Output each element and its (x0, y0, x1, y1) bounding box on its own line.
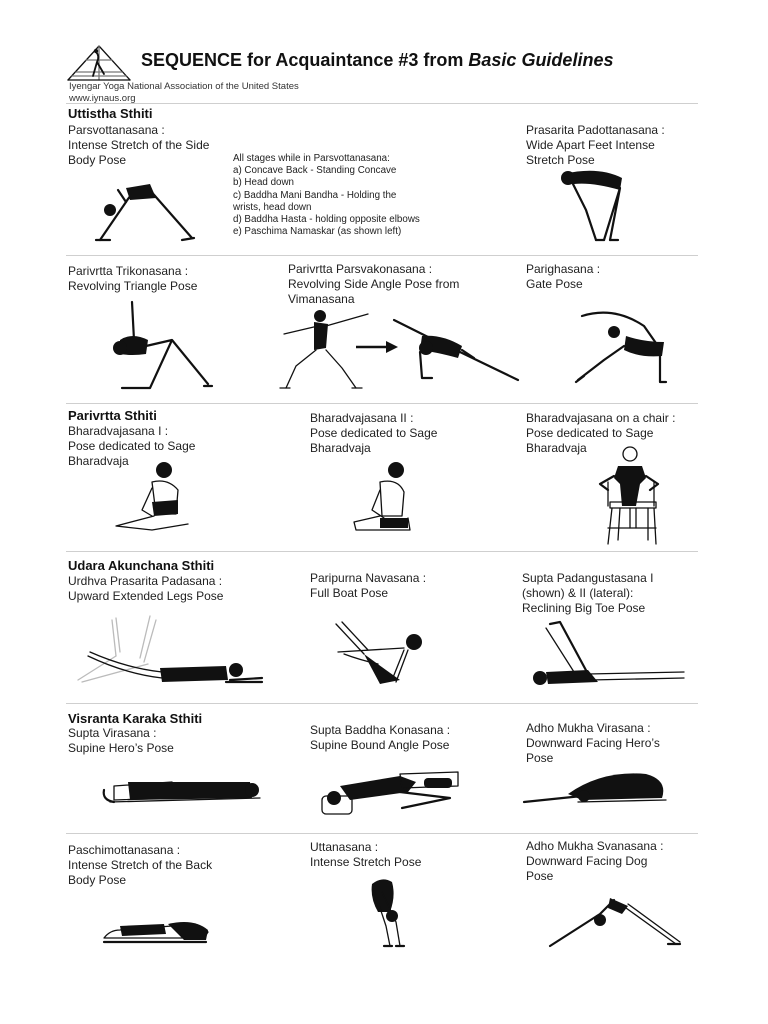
divider (66, 103, 698, 104)
parsvottanasana-stage-notes: All stages while in Parsvottanasana: a) Concave Back - Standing Concave b) Head down c) Baddha Mani Bandha - Holding the wrists, head down d) Baddha Hasta - holding opposite elbows e) Paschima Namaskar (as shown left) (233, 153, 420, 238)
pose-label-bharadvajasana-1: Bharadvajasana I : Pose dedicated to Sage Bharadvaja (68, 424, 196, 468)
parivrtta-trikonasana-figure (112, 300, 214, 397)
divider (66, 255, 698, 256)
pose-label-bharadvajasana-2: Bharadvajasana II : Pose dedicated to Sage Bharadvaja (310, 411, 438, 455)
page-title: SEQUENCE for Acquaintance #3 from Basic Guidelines (141, 50, 614, 70)
paschimottanasana-figure (102, 916, 210, 951)
bharadvajasana-1-figure (112, 460, 192, 539)
supta-baddha-konasana-figure (320, 768, 462, 823)
parivrtta-parsvakonasana-figure (392, 316, 522, 391)
urdhva-prasarita-padasana-figure (76, 612, 266, 693)
pose-label-parighasana: Parighasana : Gate Pose (526, 262, 601, 291)
pose-label-supta-virasana: Supta Virasana : Supine Hero’s Pose (68, 726, 174, 755)
pose-label-parivrtta-trikonasana: Parivrtta Trikonasana : Revolving Triangle Pose (68, 264, 198, 293)
organization-name: Iyengar Yoga National Association of the United States (69, 81, 299, 92)
pose-label-uttanasana: Uttanasana : Intense Stretch Pose (310, 840, 422, 869)
pose-label-paschimottanasana: Paschimottanasana : Intense Stretch of the Back Body Pose (68, 843, 213, 887)
divider (66, 403, 698, 404)
supta-virasana-figure (100, 776, 262, 813)
section-heading-visranta: Visranta Karaka Sthiti (68, 711, 203, 726)
supta-padangustasana-figure (528, 618, 688, 695)
uttanasana-figure (362, 876, 412, 955)
divider (66, 833, 698, 834)
divider (66, 551, 698, 552)
pose-label-parsvottanasana: Parsvottanasana : Intense Stretch of the Side Body Pose (68, 123, 210, 167)
organization-url: www.iynaus.org (69, 93, 136, 104)
pose-label-bharadvajasana-chair: Bharadvajasana on a chair : Pose dedicated to Sage Bharadvaja (526, 411, 676, 455)
section-heading-uttistha: Uttistha Sthiti (68, 106, 153, 121)
prasarita-padottanasana-figure (552, 170, 632, 249)
bharadvajasana-2-figure (350, 460, 414, 539)
pose-label-adho-mukha-virasana: Adho Mukha Virasana : Downward Facing Hero’s Pose (526, 721, 660, 765)
parighasana-figure (574, 306, 668, 393)
pose-label-parivrtta-parsvakonasana: Parivrtta Parsvakonasana : Revolving Side Angle Pose from Vimanasana (288, 262, 460, 306)
pose-label-supta-baddha-konasana: Supta Baddha Konasana : Supine Bound Angle Pose (310, 723, 451, 752)
pose-label-supta-padangustasana: Supta Padangustasana I (shown) & II (lateral): Reclining Big Toe Pose (522, 571, 654, 615)
parsvottanasana-figure (96, 178, 196, 249)
pose-label-prasarita: Prasarita Padottanasana : Wide Apart Feet Intense Stretch Pose (526, 123, 665, 167)
section-heading-parivrtta: Parivrtta Sthiti (68, 408, 157, 423)
paripurna-navasana-figure (334, 620, 426, 693)
section-heading-udara: Udara Akunchana Sthiti (68, 558, 215, 573)
bharadvajasana-chair-figure (596, 444, 662, 551)
iynaus-logo (66, 42, 132, 84)
divider (66, 703, 698, 704)
adho-mukha-svanasana-figure (548, 896, 682, 955)
adho-mukha-virasana-figure (522, 770, 668, 811)
pose-label-paripurna-navasana: Paripurna Navasana : Full Boat Pose (310, 571, 427, 600)
pose-label-adho-mukha-svanasana: Adho Mukha Svanasana : Downward Facing Dog Pose (526, 839, 664, 883)
pose-label-urdhva-prasarita: Urdhva Prasarita Padasana : Upward Extended Legs Pose (68, 574, 224, 603)
organization-info (69, 81, 299, 105)
